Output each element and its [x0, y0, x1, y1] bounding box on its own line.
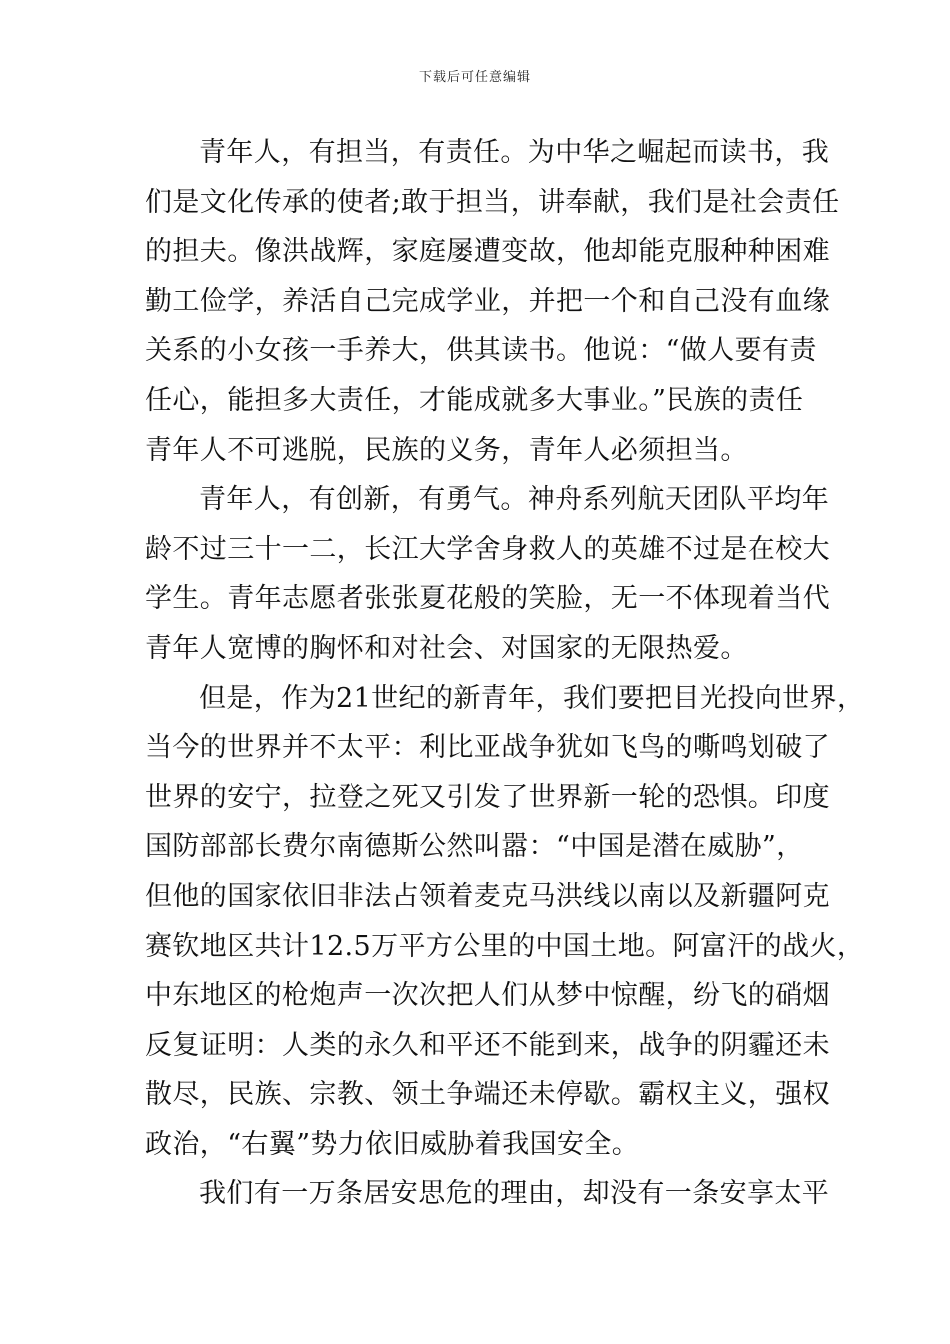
text-line: 青年人宽博的胸怀和对社会、对国家的无限热爱。: [145, 632, 748, 664]
text-line: 青年人不可逃脱，民族的义务，青年人必须担当。: [145, 434, 748, 466]
text-line: 学生。青年志愿者张张夏花般的笑脸，无一不体现着当代: [145, 583, 830, 615]
page-header: 下载后可任意编辑: [418, 70, 531, 85]
text-line: 政治，“右翼”势力依旧威胁着我国安全。: [145, 1128, 640, 1160]
text-line: 赛钦地区共计12.5万平方公里的中国土地。阿富汗的战火，: [145, 930, 865, 962]
text-line: 们是文化传承的使者;敢于担当，讲奉献，我们是社会责任: [145, 186, 840, 218]
text-line: 世界的安宁，拉登之死又引发了世界新一轮的恐惧。印度: [145, 781, 830, 813]
text-line: 当今的世界并不太平：利比亚战争犹如飞鸟的嘶鸣划破了: [145, 732, 830, 764]
text-line: 勤工俭学，养活自己完成学业，并把一个和自己没有血缘: [145, 285, 830, 317]
paragraph-first-line: 青年人，有担当，有责任。为中华之崛起而读书，我: [199, 137, 830, 168]
text-line: 中东地区的枪炮声一次次把人们从梦中惊醒，纷飞的硝烟: [145, 980, 830, 1012]
document-body: [145, 128, 865, 1219]
text-line: 散尽，民族、宗教、领土争端还未停歇。霸权主义，强权: [145, 1079, 830, 1111]
paragraph-first-line: 但是，作为21世纪的新青年，我们要把目光投向世界，: [199, 682, 865, 714]
text-line: 任心，能担多大责任，才能成就多大事业。”民族的责任: [145, 384, 804, 416]
text-line: 的担夫。像洪战辉，家庭屡遭变故，他却能克服种种困难: [145, 236, 830, 268]
text-line: 国防部部长费尔南德斯公然叫嚣：“中国是潜在威胁”，: [145, 831, 804, 863]
paragraph-first-line: 青年人，有创新，有勇气。神舟系列航天团队平均年: [199, 484, 830, 516]
text-line: 龄不过三十一二，长江大学舍身救人的英雄不过是在校大: [145, 533, 830, 565]
text-line: 反复证明：人类的永久和平还不能到来，战争的阴霾还未: [145, 1029, 830, 1061]
text-line: 关系的小女孩一手养大，供其读书。他说：“做人要有责: [145, 335, 817, 367]
text-line: 但他的国家依旧非法占领着麦克马洪线以南以及新疆阿克: [145, 880, 830, 912]
paragraph-first-line: 我们有一万条居安思危的理由，却没有一条安享太平: [199, 1178, 830, 1210]
